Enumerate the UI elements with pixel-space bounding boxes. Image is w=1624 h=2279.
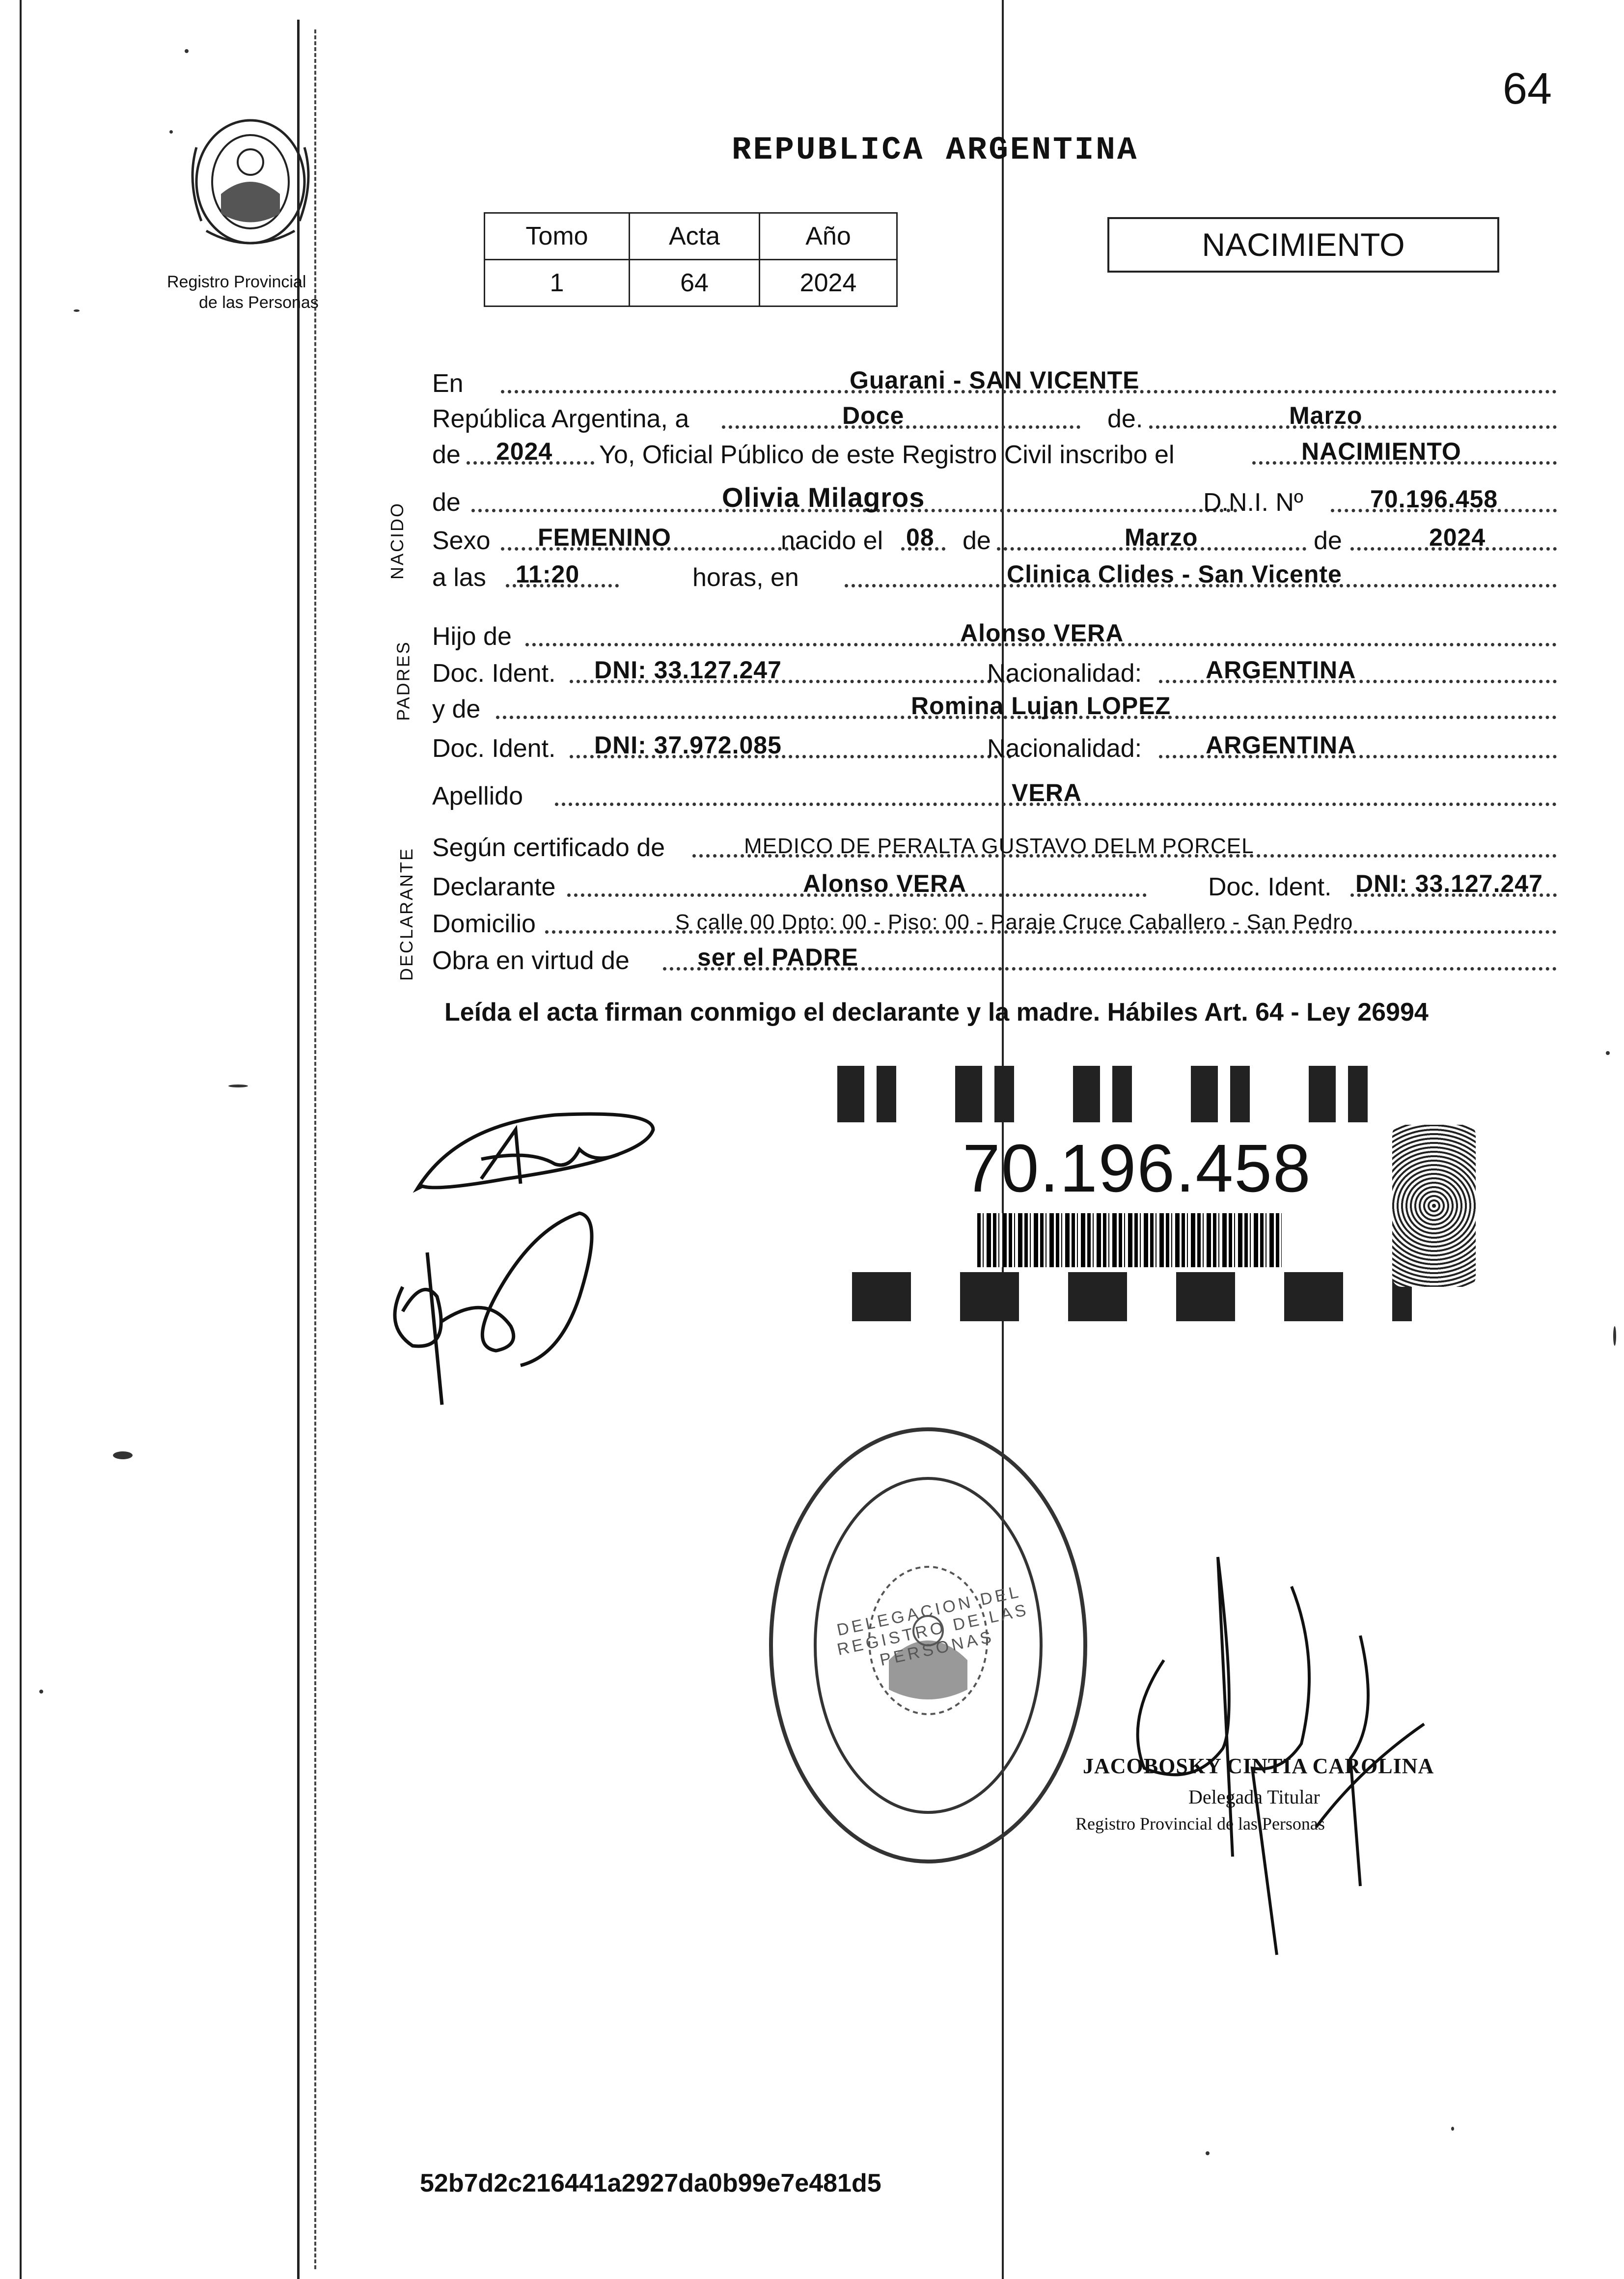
binding-line	[297, 20, 300, 2279]
declarante-label: Declarante	[432, 873, 556, 901]
row-certificado	[432, 830, 1557, 864]
scan-speck	[113, 1451, 133, 1459]
name-value: Olivia Milagros	[722, 482, 925, 513]
mother-doc: DNI: 37.972.085	[594, 731, 782, 759]
delegate-signature	[1105, 1513, 1449, 1979]
declarante-doc: DNI: 33.127.247	[1355, 870, 1543, 897]
table-header-ano: Año	[760, 213, 897, 260]
row-padre	[432, 619, 1557, 653]
stamp-text: DELEGACION DEL REGISTRO DE LAS PERSONAS	[835, 1582, 1031, 1670]
delegate-office: Registro Provincial de las Personas	[1075, 1814, 1325, 1834]
apellido-value: VERA	[1012, 779, 1082, 806]
document-hash: 52b7d2c216441a2927da0b99e7e481d5	[420, 2169, 881, 2197]
mother-nat: ARGENTINA	[1206, 731, 1356, 759]
place-value: Clinica Clides - San Vicente	[1007, 560, 1342, 588]
table-header-acta: Acta	[630, 213, 760, 260]
registry-name-line2: de las Personas	[199, 293, 319, 312]
scan-speck	[169, 130, 173, 134]
de3-label: de	[432, 488, 461, 517]
row-obra	[432, 943, 1557, 977]
row-fecha	[432, 401, 1557, 436]
page-number: 64	[1503, 64, 1552, 113]
delegate-name: JACOBOSKY CINTIA CAROLINA	[1083, 1754, 1434, 1778]
month-value: Marzo	[1289, 402, 1363, 429]
table-value-ano: 2024	[760, 260, 897, 306]
republica-label: República Argentina, a	[432, 405, 689, 433]
en-value: Guarani - SAN VICENTE	[850, 366, 1140, 394]
mother-signature	[373, 1198, 629, 1415]
record-table	[484, 212, 898, 307]
barcode	[977, 1213, 1282, 1267]
row-apellido	[432, 778, 1557, 813]
side-label-declarante: DECLARANTE	[396, 847, 417, 981]
scan-speck	[74, 309, 80, 312]
nacido-label: nacido el	[781, 527, 883, 555]
birth-month: Marzo	[1125, 524, 1198, 551]
table-header-tomo: Tomo	[485, 213, 630, 260]
domicilio-label: Domicilio	[432, 910, 536, 938]
side-label-nacido: NACIDO	[387, 501, 408, 580]
row-sexo	[432, 523, 1557, 557]
section-title: NACIMIENTO	[1202, 226, 1405, 263]
segun-label: Según certificado de	[432, 834, 665, 862]
row-en	[432, 366, 1557, 400]
label-pattern-top	[837, 1066, 1412, 1122]
en-label: En	[432, 369, 464, 398]
de-label: de.	[1107, 405, 1143, 433]
row-padre-doc	[432, 656, 1557, 690]
row-inscribo	[432, 437, 1557, 472]
label-number: 70.196.458	[963, 1131, 1312, 1206]
nacionalidad2-label: Nacionalidad:	[987, 734, 1142, 763]
scan-speck	[228, 1084, 248, 1087]
docident-label: Doc. Ident.	[432, 659, 556, 688]
scan-speck	[1451, 2127, 1454, 2131]
declarante-value: Alonso VERA	[803, 870, 967, 897]
apellido-label: Apellido	[432, 782, 523, 810]
yo-text: Yo, Oficial Público de este Registro Civil inscribo el	[599, 441, 1175, 469]
hologram	[1392, 1125, 1476, 1287]
row-madre-doc	[432, 731, 1557, 765]
inscribo-value: NACIMIENTO	[1301, 438, 1461, 465]
row-declarante	[432, 869, 1557, 904]
scan-speck	[1206, 2151, 1210, 2155]
birth-day: 08	[906, 524, 935, 551]
declarant-signature	[408, 1085, 673, 1208]
yde-label: y de	[432, 695, 481, 723]
dni-value: 70.196.458	[1370, 485, 1498, 513]
scan-speck	[1613, 1326, 1616, 1346]
document-title: REPUBLICA ARGENTINA	[732, 132, 1139, 168]
hour-value: 11:20	[516, 560, 580, 588]
dni-label: D.N.I. Nº	[1203, 488, 1303, 517]
docident2-label: Doc. Ident.	[432, 734, 556, 763]
table-value-tomo: 1	[485, 260, 630, 306]
left-margin-line	[20, 0, 22, 2279]
domicilio-value: S calle 00 Dpto: 00 - Piso: 00 - Paraje Cruce Caballero - San Pedro	[675, 910, 1353, 934]
sexo-value: FEMENINO	[538, 524, 671, 551]
father-nat: ARGENTINA	[1206, 656, 1356, 684]
year-value: 2024	[496, 438, 553, 465]
scan-speck	[39, 1690, 43, 1694]
table-value-acta: 64	[630, 260, 760, 306]
de2-label: de	[432, 441, 461, 469]
day-value: Doce	[842, 402, 905, 429]
section-box	[1107, 217, 1499, 273]
registry-name-line1: Registro Provincial	[167, 273, 306, 291]
obra-value: ser el PADRE	[697, 944, 858, 971]
hijo-label: Hijo de	[432, 622, 512, 651]
record-table-value-row	[485, 260, 897, 306]
row-domicilio	[432, 906, 1557, 941]
registry-seal	[167, 108, 334, 255]
mother-value: Romina Lujan LOPEZ	[911, 692, 1171, 720]
docident3-label: Doc. Ident.	[1208, 873, 1332, 901]
barcode-label	[837, 1066, 1412, 1321]
birth-year: 2024	[1429, 524, 1486, 551]
coat-of-arms-icon	[167, 108, 334, 255]
delegate-role: Delegada Titular	[1188, 1786, 1320, 1808]
alas-label: a las	[432, 563, 486, 592]
nacionalidad-label: Nacionalidad:	[987, 659, 1142, 688]
label-pattern-bottom	[837, 1272, 1412, 1321]
father-value: Alonso VERA	[960, 619, 1124, 647]
binding-dashed-line	[314, 29, 316, 2269]
scan-speck	[185, 49, 189, 53]
obra-label: Obra en virtud de	[432, 946, 630, 975]
row-hora	[432, 560, 1557, 594]
record-table-header-row	[485, 213, 897, 260]
certificado-value: MEDICO DE PERALTA GUSTAVO DELM PORCEL	[744, 834, 1254, 858]
side-label-padres: PADRES	[393, 640, 413, 721]
sexo-label: Sexo	[432, 527, 491, 555]
father-doc: DNI: 33.127.247	[594, 656, 782, 684]
row-nombre	[432, 482, 1557, 519]
row-madre	[432, 692, 1557, 726]
de5-label: de	[1314, 527, 1342, 555]
closing-text: Leída el acta firman conmigo el declarante y la madre. Hábiles Art. 64 - Ley 26994	[444, 998, 1429, 1027]
horas-label: horas, en	[692, 563, 799, 592]
scan-speck	[1606, 1051, 1610, 1055]
de4-label: de	[963, 527, 991, 555]
